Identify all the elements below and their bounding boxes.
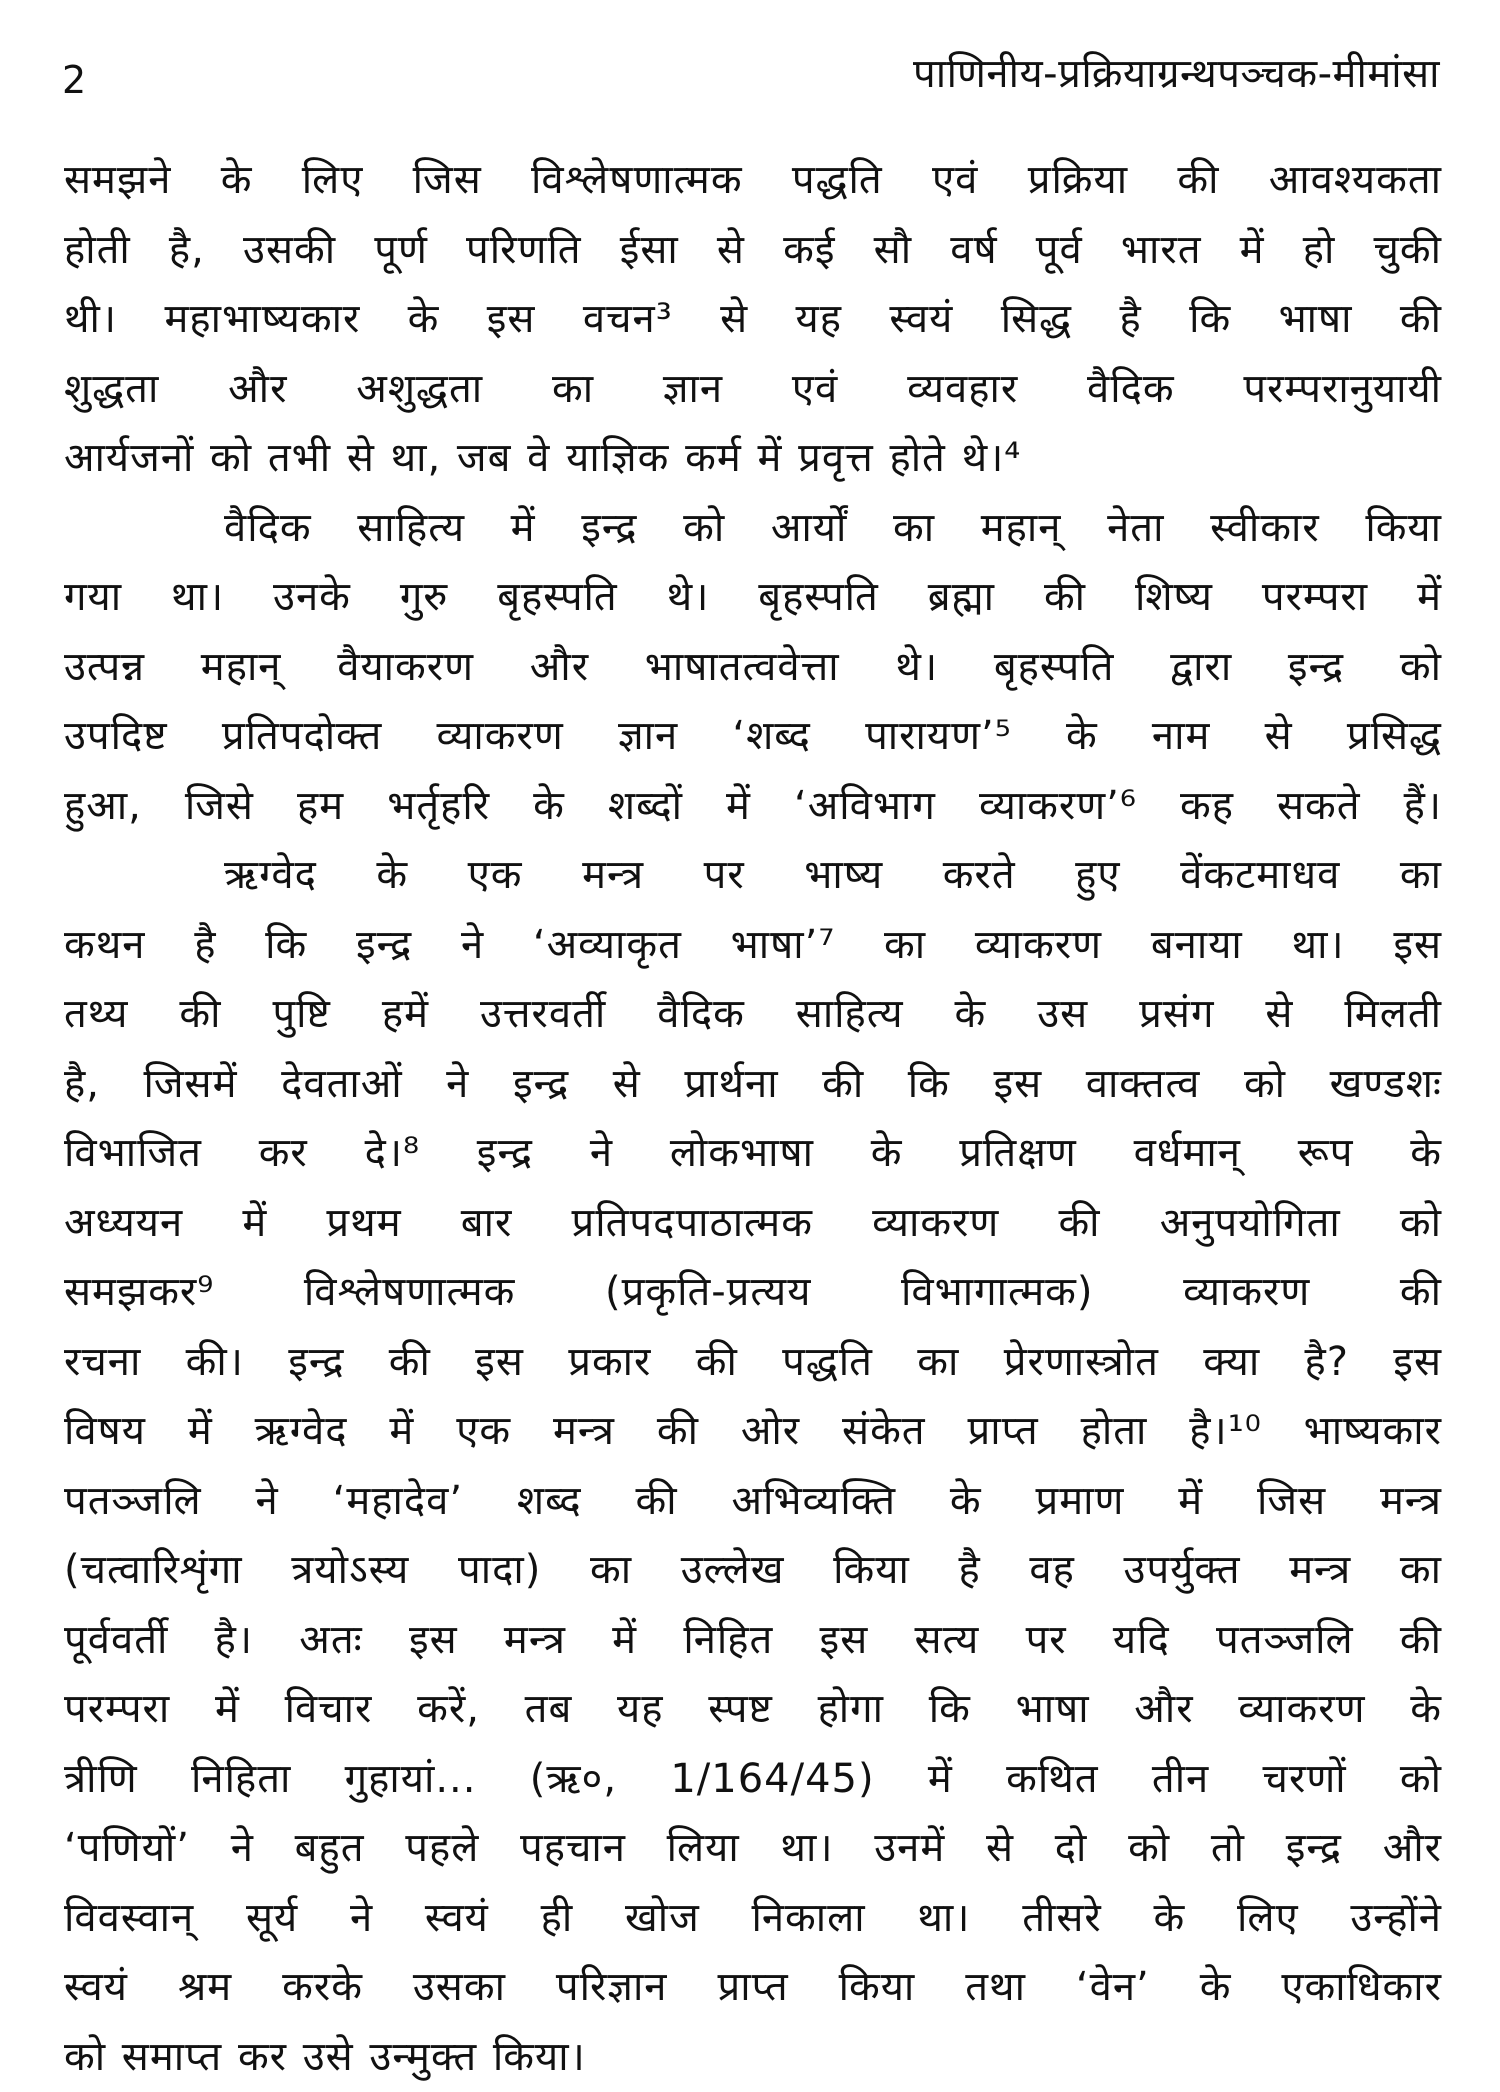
text-line: ‘पणियों’ ने बहुत पहले पहचान लिया था। उनमें से दो को तो इन्द्र और [64,1814,1442,1884]
text-line: विभाजित कर दे।⁸ इन्द्र ने लोकभाषा के प्रतिक्षण वर्धमान् रूप के [64,1119,1442,1189]
body-text [64,146,1442,2092]
page-number: 2 [62,58,86,102]
text-line: वैदिक साहित्य में इन्द्र को आर्यों का महान् नेता स्वीकार किया [64,494,1442,564]
text-line: उपदिष्ट प्रतिपदोक्त व्याकरण ज्ञान ‘शब्द पारायण’⁵ के नाम से प्रसिद्ध [64,702,1442,772]
running-title: पाणिनीय-प्रक्रियाग्रन्थपञ्चक-मीमांसा [913,48,1440,100]
text-line: त्रीणि निहिता गुहायां... (ऋ०, 1/164/45) में कथित तीन चरणों को [64,1745,1442,1815]
text-line: समझकर⁹ विश्लेषणात्मक (प्रकृति-प्रत्यय विभागात्मक) व्याकरण की [64,1258,1442,1328]
text-line: है, जिसमें देवताओं ने इन्द्र से प्रार्थना की कि इस वाक्तत्व को खण्डशः [64,1050,1442,1120]
paragraph-1 [64,146,1442,494]
text-line: गया था। उनके गुरु बृहस्पति थे। बृहस्पति ब्रह्मा की शिष्य परम्परा में [64,563,1442,633]
text-line: (चत्वारिशृंगा त्रयोऽस्य पादा) का उल्लेख किया है वह उपर्युक्त मन्त्र का [64,1536,1442,1606]
text-line: को समाप्त कर उसे उन्मुक्त किया। [64,2023,1442,2092]
text-line: आर्यजनों को तभी से था, जब वे याज्ञिक कर्म में प्रवृत्त होते थे।⁴ [64,424,1442,494]
text-line: हुआ, जिसे हम भर्तृहरि के शब्दों में ‘अविभाग व्याकरण’⁶ कह सकते हैं। [64,772,1442,842]
text-line: पतञ्जलि ने ‘महादेव’ शब्द की अभिव्यक्ति के प्रमाण में जिस मन्त्र [64,1467,1442,1537]
text-line: रचना की। इन्द्र की इस प्रकार की पद्धति का प्रेरणास्त्रोत क्या है? इस [64,1328,1442,1398]
text-line: ऋग्वेद के एक मन्त्र पर भाष्य करते हुए वेंकटमाधव का [64,841,1442,911]
text-line: समझने के लिए जिस विश्लेषणात्मक पद्धति एवं प्रक्रिया की आवश्यकता [64,146,1442,216]
text-line: विषय में ऋग्वेद में एक मन्त्र की ओर संकेत प्राप्त होता है।¹⁰ भाष्यकार [64,1397,1442,1467]
text-line: विवस्वान् सूर्य ने स्वयं ही खोज निकाला था। तीसरे के लिए उन्होंने [64,1884,1442,1954]
text-line: होती है, उसकी पूर्ण परिणति ईसा से कई सौ वर्ष पूर्व भारत में हो चुकी [64,216,1442,286]
text-line: कथन है कि इन्द्र ने ‘अव्याकृत भाषा’⁷ का व्याकरण बनाया था। इस [64,911,1442,981]
text-line: थी। महाभाष्यकार के इस वचन³ से यह स्वयं सिद्ध है कि भाषा की [64,285,1442,355]
text-line: परम्परा में विचार करें, तब यह स्पष्ट होगा कि भाषा और व्याकरण के [64,1675,1442,1745]
text-line: पूर्ववर्ती है। अतः इस मन्त्र में निहित इस सत्य पर यदि पतञ्जलि की [64,1606,1442,1676]
text-line: तथ्य की पुष्टि हमें उत्तरवर्ती वैदिक साहित्य के उस प्रसंग से मिलती [64,980,1442,1050]
text-line: स्वयं श्रम करके उसका परिज्ञान प्राप्त किया तथा ‘वेन’ के एकाधिकार [64,1953,1442,2023]
paragraph-3 [64,841,1442,2092]
text-line: उत्पन्न महान् वैयाकरण और भाषातत्ववेत्ता थे। बृहस्पति द्वारा इन्द्र को [64,633,1442,703]
paragraph-2 [64,494,1442,842]
text-line: शुद्धता और अशुद्धता का ज्ञान एवं व्यवहार वैदिक परम्परानुयायी [64,355,1442,425]
text-line: अध्ययन में प्रथम बार प्रतिपदपाठात्मक व्याकरण की अनुपयोगिता को [64,1189,1442,1259]
